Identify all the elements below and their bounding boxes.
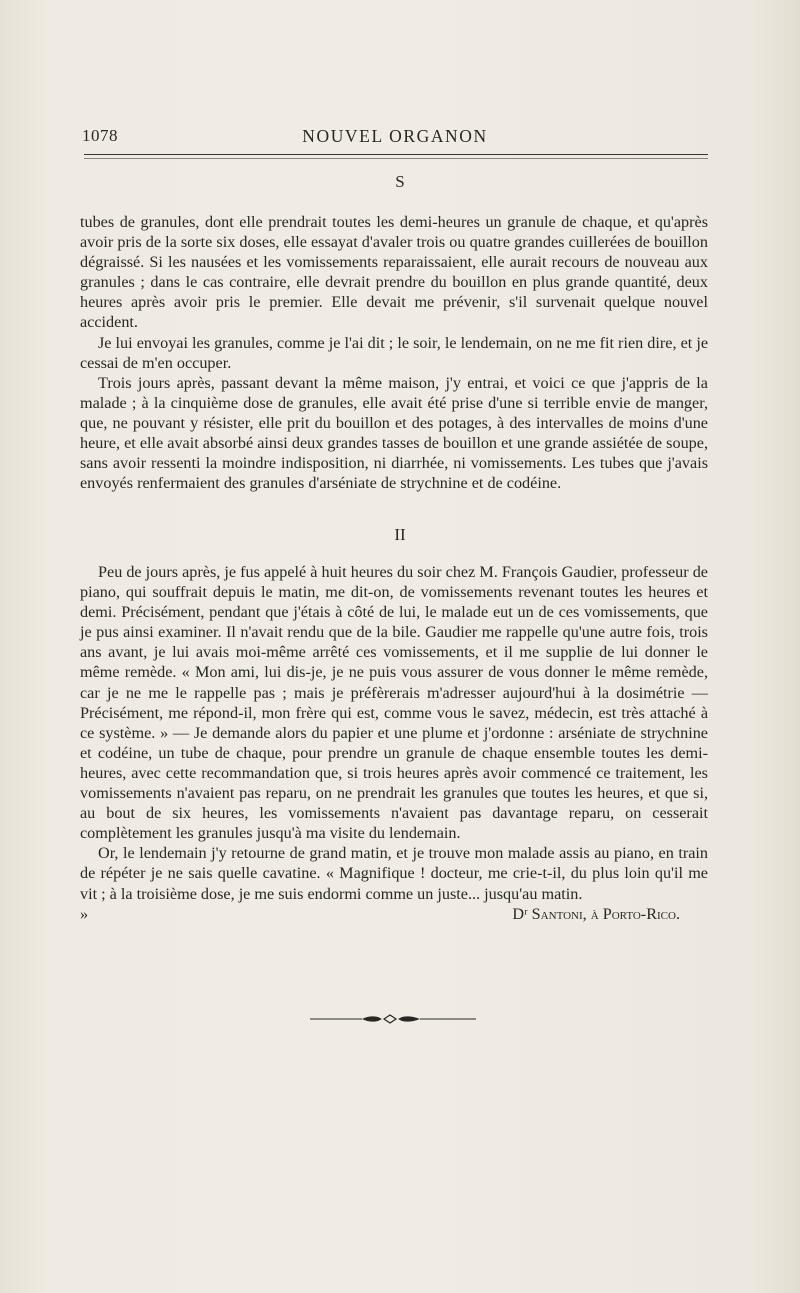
signature-line <box>80 904 708 924</box>
running-title: NOUVEL ORGANON <box>302 126 488 146</box>
paragraph: Trois jours après, passant devant la même maison, j'y entrai, et voici ce que j'appris de la malade ; à la cinquième dose de granules, elle avait été prise d'une si terrible envie de manger, que, ne pouvant y résister, elle prit du bouillon et des potages, à des intervalles de moins d'une heure, et elle avait absorbé ainsi deux grandes tasses de bouillon et une grande assiétée de soupe, sans avoir ressenti la moindre indisposition, ni diarrhée, ni vomissements. Les tubes que j'avais envoyés renfermaient des granules d'arséniate de strychnine et de codéine. <box>80 373 708 493</box>
paragraph: tubes de granules, dont elle prendrait toutes les demi-heures un granule de chaque, et qu'après avoir pris de la sorte six doses, elle essayat d'avaler trois ou quatre grandes cuillerées de bouillon dégraissé. Si les nausées et les vomissements reparaissaient, elle aurait recours de nouveau aux granules ; dans le cas contraire, elle devrait prendre du bouillon en plus grande quantité, deux heures après avoir pris le premier. Elle devait me prévenir, s'il survenait quelque nouvel accident. <box>80 213 708 332</box>
paragraph-text: Or, le lendemain j'y retourne de grand matin, et je trouve mon malade assis au piano, en train de répéter je ne sais quelle cavatine. « Magnifique ! docteur, me crie-t-il, du plus loin qu'il me vit ; à la troisième dose, je me suis endormi comme un juste... jusqu'au matin. <box>80 844 708 903</box>
section-mark-top: S <box>395 172 405 191</box>
header-rule-thin <box>84 158 708 159</box>
page-number: 1078 <box>82 126 118 145</box>
header-rule <box>84 154 708 155</box>
section-heading-ii: II <box>394 525 406 544</box>
closing-quote: » <box>80 904 89 923</box>
page-header <box>82 124 708 150</box>
section-1-text <box>80 212 708 493</box>
paragraph: Peu de jours après, je fus appelé à huit heures du soir chez M. François Gaudier, professeur de piano, qui souffrait depuis le matin, me dit-on, de vomissements revenant toutes les heures et demi. Précisément, pendant que j'étais à côté de lui, le malade eut un de ces vomissements, que je pus ainsi examiner. Il n'avait rendu que de la bile. Gaudier me rappelle qu'une autre fois, trois ans avant, je lui avais moi-même arrêté ces vomissements, et il me supplie de lui donner le même remède. « Mon ami, lui dis-je, je ne puis vous assurer de vous donner le même remède, car je ne me le rappelle pas ; mais je préfèrerais m'adresser aujourd'hui à la dosimétrie — Précisément, me répond-il, mon frère qui est, comme vous le savez, médecin, est très attaché à ce système. » — Je demande alors du papier et une plume et j'ordonne : arséniate de strychnine et codéine, un tube de chaque, pour prendre un granule de chaque ensemble toutes les demi-heures, avec cette recommandation que, si trois heures après avoir commencé ce traitement, les vomissements n'avaient pas reparu, on ne prendrait les granules que toutes les heures, et que si, au bout de six heures, les vomissements n'avaient pas davantage reparu, on cesserait complètement les granules jusqu'à ma visite du lendemain. <box>80 563 708 843</box>
end-ornament-icon <box>310 1013 480 1025</box>
author-signature: Dʳ Santoni, à Porto-Rico. <box>512 904 680 923</box>
paragraph-with-signature <box>80 843 708 903</box>
paragraph: Je lui envoyai les granules, comme je l'ai dit ; le soir, le lendemain, on ne me fit rien dire, et je cessai de m'en occuper. <box>80 333 708 372</box>
section-2-text <box>80 562 708 924</box>
